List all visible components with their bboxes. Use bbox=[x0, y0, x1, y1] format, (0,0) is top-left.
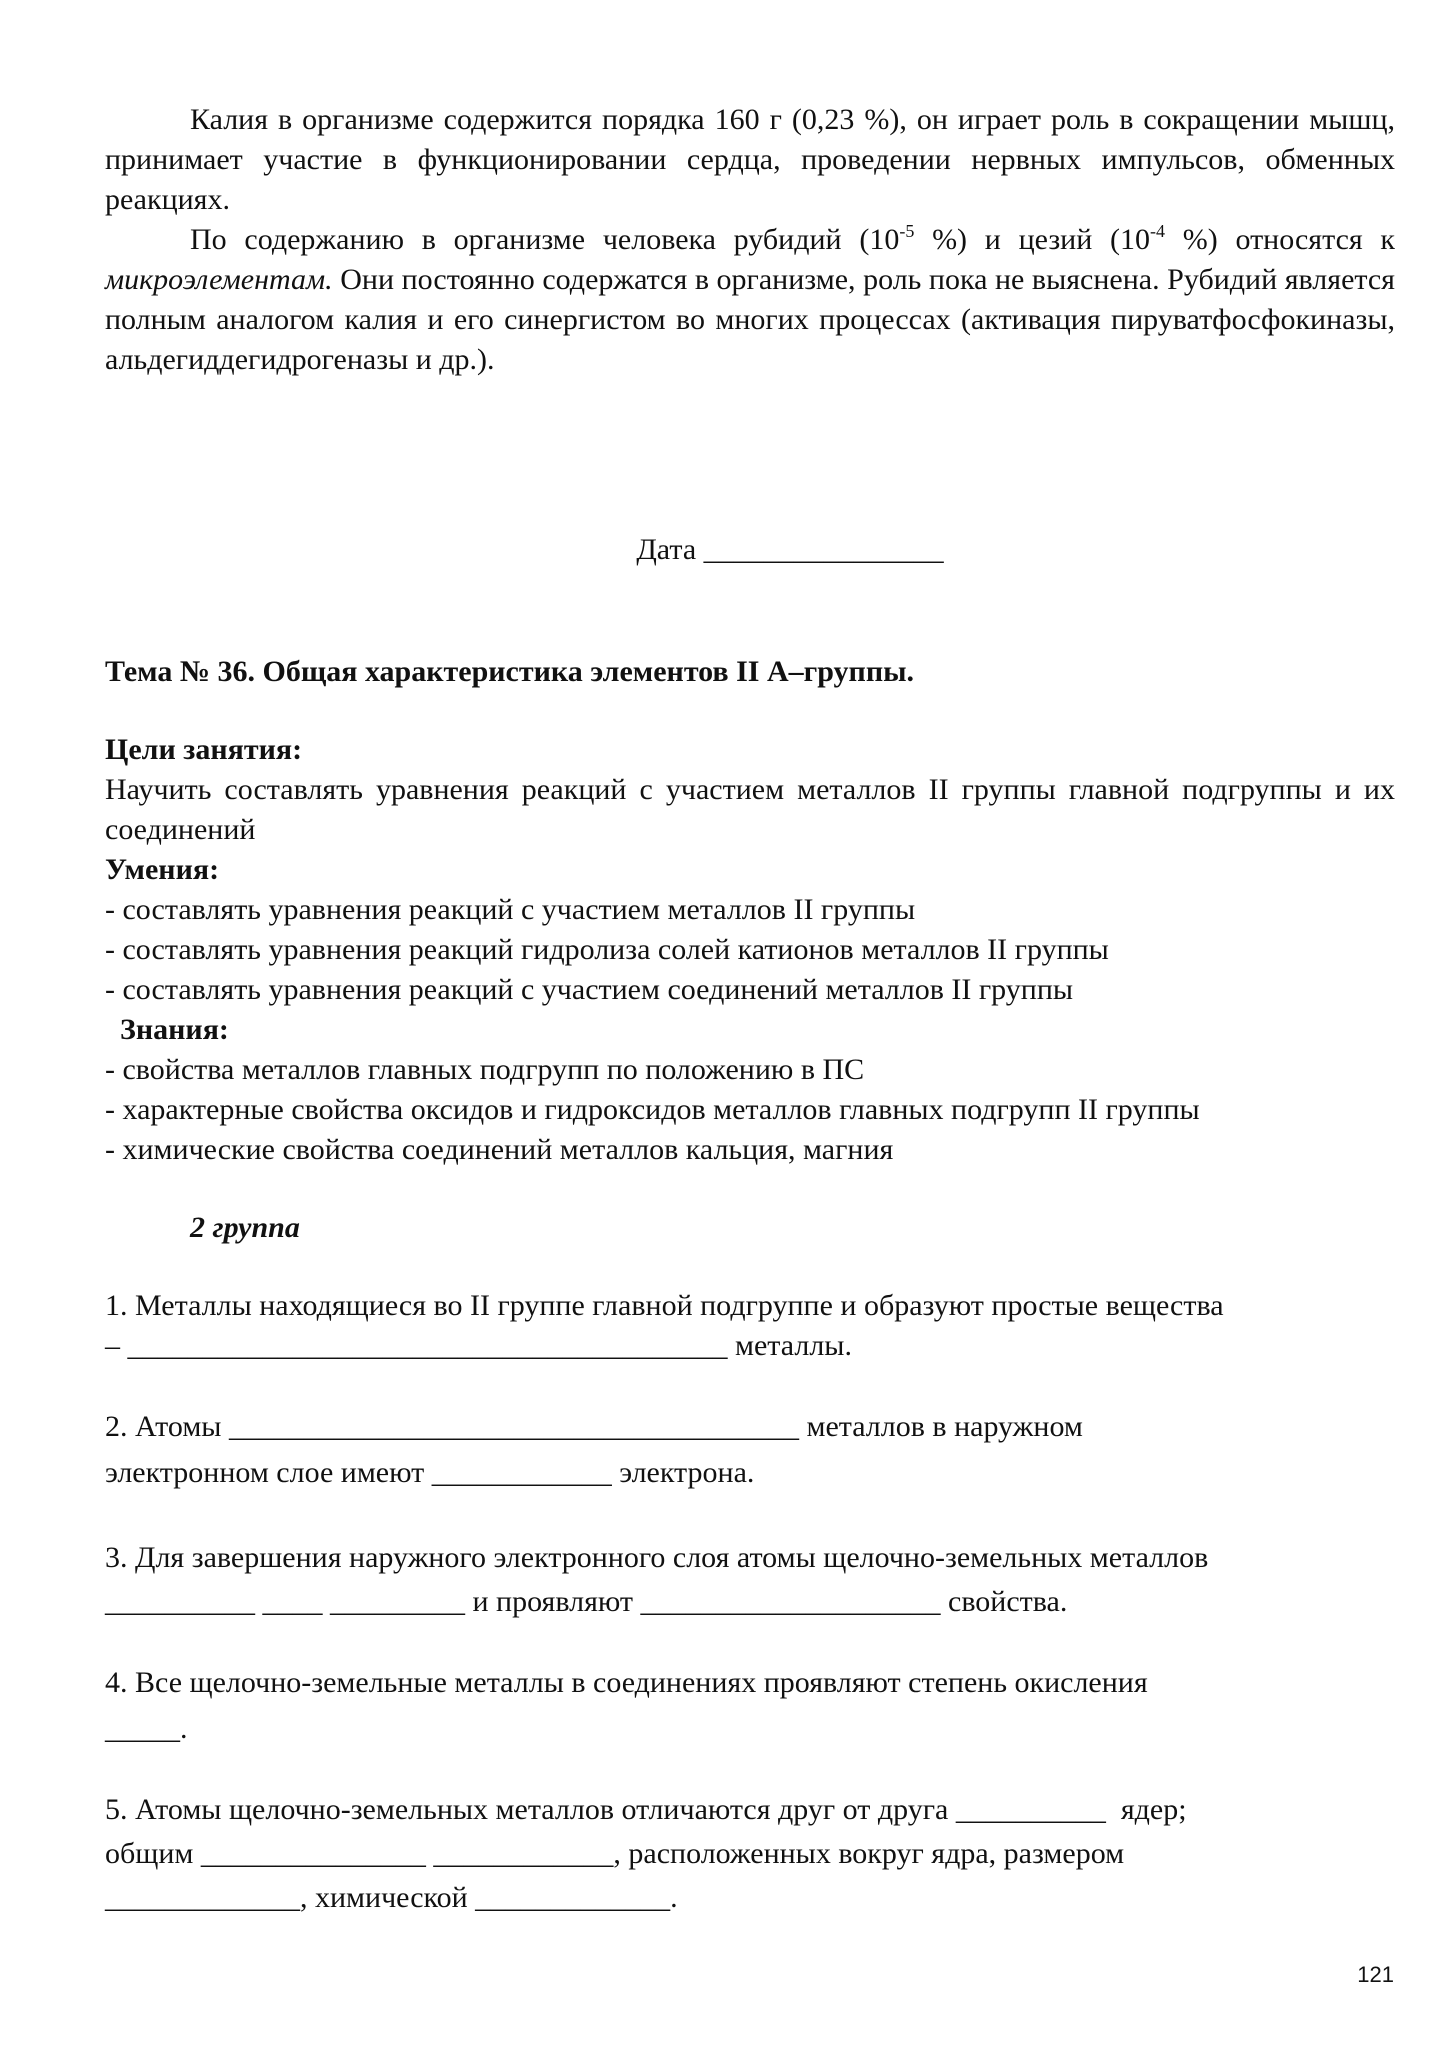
question-5 bbox=[105, 1788, 1395, 1920]
document-page bbox=[105, 100, 1395, 1920]
skills-item: - составлять уравнения реакций гидролиза солей катионов металлов II группы bbox=[105, 933, 1109, 966]
intro-paragraph-1: Калия в организме содержится порядка 160 г (0,23 %), он играет роль в сокращении мышц, принимает участие в функционировании сердца, проведении нервных импульсов, обменных реакциях. bbox=[105, 103, 1395, 216]
group-label: 2 группа bbox=[190, 1211, 300, 1244]
p2-text-a: По содержанию в организме человека рубидий (10 bbox=[190, 223, 900, 256]
knowledge-item: - характерные свойства оксидов и гидроксидов металлов главных подгрупп II группы bbox=[105, 1093, 1200, 1126]
question-line: электронном слое имеют ____________ электрона. bbox=[105, 1456, 755, 1489]
p2-italic-term: микроэлементам. bbox=[105, 263, 333, 296]
p2-text-d: Они постоянно содержатся в организме, роль пока не выяснена. Рубидий является полным аналогом калия и его синергистом во многих процессах (активация пируватфосфокиназы, альдегиддегидрогеназы и др.). bbox=[105, 263, 1395, 376]
p2-text-c: %) относятся к bbox=[1165, 223, 1396, 256]
question-line: _____________, химической _____________. bbox=[105, 1881, 678, 1914]
page-number: 121 bbox=[1357, 1962, 1394, 1987]
p2-superscript-2: -4 bbox=[1150, 221, 1166, 241]
question-line: 1. Металлы находящиеся во II группе главной подгруппе и образуют простые вещества bbox=[105, 1289, 1224, 1322]
question-line: общим _______________ ____________, расположенных вокруг ядра, размером bbox=[105, 1837, 1125, 1870]
question-line: 5. Атомы щелочно-земельных металлов отличаются друг от друга __________ ядер; bbox=[105, 1793, 1187, 1826]
skills-heading: Умения: bbox=[105, 853, 220, 886]
p2-superscript-1: -5 bbox=[899, 221, 915, 241]
knowledge-item: - химические свойства соединений металлов кальция, магния bbox=[105, 1133, 894, 1166]
goals-text: Научить составлять уравнения реакций с участием металлов II группы главной подгруппы и их соединений bbox=[105, 773, 1395, 846]
goals-heading: Цели занятия: bbox=[105, 733, 303, 766]
p2-text-b: %) и цезий (10 bbox=[914, 223, 1151, 256]
question-1 bbox=[105, 1286, 1395, 1366]
skills-item: - составлять уравнения реакций с участием металлов II группы bbox=[105, 893, 916, 926]
question-3 bbox=[105, 1536, 1395, 1624]
question-4 bbox=[105, 1660, 1395, 1752]
question-line: 3. Для завершения наружного электронного слоя атомы щелочно-земельных металлов bbox=[105, 1541, 1209, 1574]
intro-paragraph-2 bbox=[105, 220, 1395, 380]
question-2 bbox=[105, 1404, 1395, 1496]
question-line: _____. bbox=[105, 1712, 188, 1745]
knowledge-heading: Знания: bbox=[120, 1013, 229, 1046]
question-line: – ________________________________________ металлы. bbox=[105, 1329, 852, 1362]
knowledge-item: - свойства металлов главных подгрупп по положению в ПС bbox=[105, 1053, 865, 1086]
question-line: 2. Атомы ______________________________________ металлов в наружном bbox=[105, 1410, 1083, 1443]
skills-item: - составлять уравнения реакций с участием соединений металлов II группы bbox=[105, 973, 1074, 1006]
date-line: Дата ________________ bbox=[636, 533, 944, 566]
question-line: __________ ____ _________ и проявляют ____________________ свойства. bbox=[105, 1585, 1068, 1618]
topic-heading: Тема № 36. Общая характеристика элементов II А–группы. bbox=[105, 655, 915, 688]
question-line: 4. Все щелочно-земельные металлы в соединениях проявляют степень окисления bbox=[105, 1666, 1148, 1699]
